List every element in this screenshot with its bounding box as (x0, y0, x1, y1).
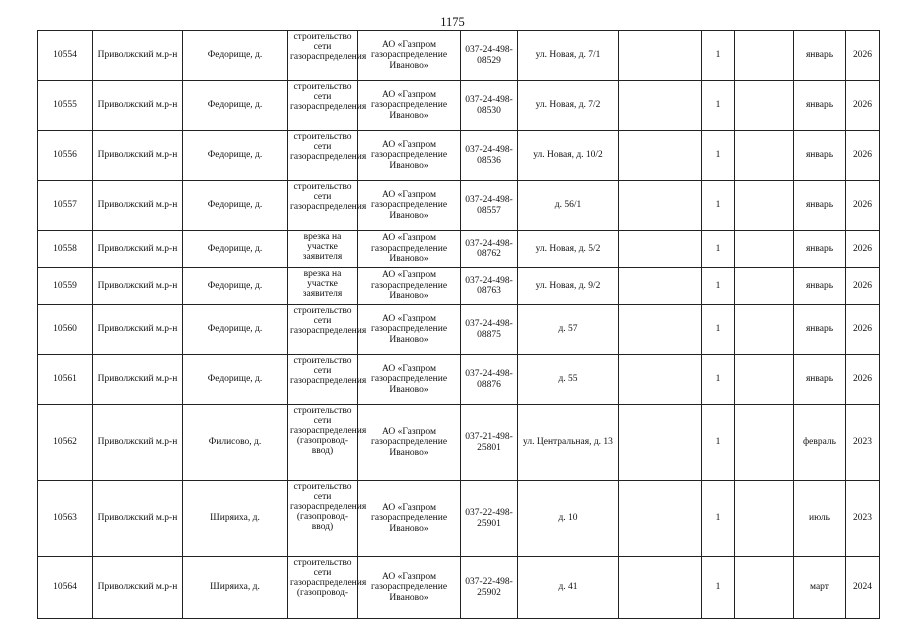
locality-cell: Федорище, д. (183, 181, 288, 231)
year-cell: 2024 (846, 557, 880, 619)
month-cell: январь (794, 355, 846, 405)
month-cell: январь (794, 31, 846, 81)
work-type-cell: строительство сети газораспределения (288, 181, 358, 231)
object-code-cell: 037-24-498-08557 (461, 181, 518, 231)
table-row (38, 181, 880, 231)
district-cell: Приволжский м.р-н (93, 81, 183, 131)
organization-cell: АО «Газпром газораспределение Иваново» (358, 31, 461, 81)
empty-cell (619, 181, 702, 231)
organization-cell: АО «Газпром газораспределение Иваново» (358, 131, 461, 181)
empty-cell (619, 31, 702, 81)
empty-cell (619, 355, 702, 405)
address-cell: ул. Новая, д. 5/2 (518, 231, 619, 268)
month-cell: март (794, 557, 846, 619)
year-cell: 2026 (846, 268, 880, 305)
work-type-cell: строительство сети газораспределения (288, 355, 358, 405)
address-cell: ул. Новая, д. 10/2 (518, 131, 619, 181)
row-number-cell: 10560 (38, 305, 93, 355)
empty-cell (735, 268, 794, 305)
organization-cell: АО «Газпром газораспределение Иваново» (358, 268, 461, 305)
empty-cell (735, 231, 794, 268)
district-cell: Приволжский м.р-н (93, 268, 183, 305)
object-code-cell: 037-24-498-08762 (461, 231, 518, 268)
empty-cell (619, 231, 702, 268)
object-code-cell: 037-24-498-08536 (461, 131, 518, 181)
address-cell: д. 57 (518, 305, 619, 355)
object-code-cell: 037-21-498-25801 (461, 405, 518, 481)
quantity-cell: 1 (702, 355, 735, 405)
organization-cell: АО «Газпром газораспределение Иваново» (358, 305, 461, 355)
month-cell: январь (794, 305, 846, 355)
month-cell: январь (794, 231, 846, 268)
work-type-cell: строительство сети газораспределения (газопровод-ввод) (288, 405, 358, 481)
object-code-cell: 037-24-498-08876 (461, 355, 518, 405)
row-number-cell: 10557 (38, 181, 93, 231)
row-number-cell: 10555 (38, 81, 93, 131)
district-cell: Приволжский м.р-н (93, 305, 183, 355)
row-number-cell: 10556 (38, 131, 93, 181)
row-number-cell: 10561 (38, 355, 93, 405)
address-cell: д. 56/1 (518, 181, 619, 231)
work-type-cell: строительство сети газораспределения (288, 31, 358, 81)
work-type-cell: строительство сети газораспределения (288, 305, 358, 355)
district-cell: Приволжский м.р-н (93, 31, 183, 81)
organization-cell: АО «Газпром газораспределение Иваново» (358, 355, 461, 405)
table-row (38, 131, 880, 181)
quantity-cell: 1 (702, 268, 735, 305)
empty-cell (735, 305, 794, 355)
empty-cell (735, 481, 794, 557)
year-cell: 2026 (846, 355, 880, 405)
address-cell: д. 10 (518, 481, 619, 557)
work-type-cell: строительство сети газораспределения (газопровод-ввод) (288, 481, 358, 557)
row-number-cell: 10558 (38, 231, 93, 268)
row-number-cell: 10564 (38, 557, 93, 619)
address-cell: ул. Новая, д. 7/2 (518, 81, 619, 131)
empty-cell (735, 355, 794, 405)
work-type-cell: врезка на участке заявителя (288, 231, 358, 268)
object-code-cell: 037-24-498-08763 (461, 268, 518, 305)
empty-cell (735, 31, 794, 81)
address-cell: ул. Центральная, д. 13 (518, 405, 619, 481)
quantity-cell: 1 (702, 31, 735, 81)
quantity-cell: 1 (702, 81, 735, 131)
address-cell: д. 41 (518, 557, 619, 619)
table-row (38, 405, 880, 481)
month-cell: февраль (794, 405, 846, 481)
month-cell: январь (794, 81, 846, 131)
quantity-cell: 1 (702, 305, 735, 355)
year-cell: 2023 (846, 481, 880, 557)
quantity-cell: 1 (702, 131, 735, 181)
table-row (38, 355, 880, 405)
quantity-cell: 1 (702, 481, 735, 557)
year-cell: 2026 (846, 181, 880, 231)
empty-cell (619, 481, 702, 557)
year-cell: 2026 (846, 31, 880, 81)
empty-cell (619, 405, 702, 481)
locality-cell: Ширяиха, д. (183, 481, 288, 557)
gasification-table (37, 30, 880, 619)
month-cell: январь (794, 131, 846, 181)
quantity-cell: 1 (702, 557, 735, 619)
empty-cell (735, 405, 794, 481)
row-number-cell: 10563 (38, 481, 93, 557)
empty-cell (735, 131, 794, 181)
page-number: 1175 (440, 15, 465, 29)
empty-cell (619, 131, 702, 181)
object-code-cell: 037-24-498-08530 (461, 81, 518, 131)
organization-cell: АО «Газпром газораспределение Иваново» (358, 557, 461, 619)
empty-cell (619, 81, 702, 131)
district-cell: Приволжский м.р-н (93, 557, 183, 619)
locality-cell: Федорище, д. (183, 305, 288, 355)
object-code-cell: 037-22-498-25901 (461, 481, 518, 557)
quantity-cell: 1 (702, 231, 735, 268)
district-cell: Приволжский м.р-н (93, 181, 183, 231)
empty-cell (619, 268, 702, 305)
organization-cell: АО «Газпром газораспределение Иваново» (358, 81, 461, 131)
empty-cell (735, 181, 794, 231)
empty-cell (619, 557, 702, 619)
row-number-cell: 10554 (38, 31, 93, 81)
organization-cell: АО «Газпром газораспределение Иваново» (358, 231, 461, 268)
work-type-cell: строительство сети газораспределения (288, 81, 358, 131)
organization-cell: АО «Газпром газораспределение Иваново» (358, 405, 461, 481)
address-cell: ул. Новая, д. 9/2 (518, 268, 619, 305)
address-cell: д. 55 (518, 355, 619, 405)
organization-cell: АО «Газпром газораспределение Иваново» (358, 181, 461, 231)
month-cell: июль (794, 481, 846, 557)
work-type-cell: строительство сети газораспределения (288, 131, 358, 181)
locality-cell: Федорище, д. (183, 231, 288, 268)
year-cell: 2026 (846, 81, 880, 131)
table-row (38, 31, 880, 81)
table-row (38, 481, 880, 557)
year-cell: 2026 (846, 131, 880, 181)
table-row (38, 557, 880, 619)
table-row (38, 268, 880, 305)
month-cell: январь (794, 268, 846, 305)
district-cell: Приволжский м.р-н (93, 231, 183, 268)
object-code-cell: 037-24-498-08529 (461, 31, 518, 81)
year-cell: 2026 (846, 305, 880, 355)
object-code-cell: 037-22-498-25902 (461, 557, 518, 619)
row-number-cell: 10562 (38, 405, 93, 481)
district-cell: Приволжский м.р-н (93, 405, 183, 481)
object-code-cell: 037-24-498-08875 (461, 305, 518, 355)
locality-cell: Федорище, д. (183, 268, 288, 305)
work-type-cell: строительство сети газораспределения (газопровод- (288, 557, 358, 619)
quantity-cell: 1 (702, 181, 735, 231)
empty-cell (619, 305, 702, 355)
empty-cell (735, 81, 794, 131)
locality-cell: Федорище, д. (183, 131, 288, 181)
organization-cell: АО «Газпром газораспределение Иваново» (358, 481, 461, 557)
locality-cell: Федорище, д. (183, 31, 288, 81)
address-cell: ул. Новая, д. 7/1 (518, 31, 619, 81)
locality-cell: Ширяиха, д. (183, 557, 288, 619)
year-cell: 2026 (846, 231, 880, 268)
district-cell: Приволжский м.р-н (93, 481, 183, 557)
locality-cell: Филисово, д. (183, 405, 288, 481)
year-cell: 2023 (846, 405, 880, 481)
work-type-cell: врезка на участке заявителя (288, 268, 358, 305)
locality-cell: Федорище, д. (183, 81, 288, 131)
table-row (38, 231, 880, 268)
empty-cell (735, 557, 794, 619)
table-row (38, 305, 880, 355)
quantity-cell: 1 (702, 405, 735, 481)
month-cell: январь (794, 181, 846, 231)
locality-cell: Федорище, д. (183, 355, 288, 405)
row-number-cell: 10559 (38, 268, 93, 305)
district-cell: Приволжский м.р-н (93, 355, 183, 405)
table-row (38, 81, 880, 131)
district-cell: Приволжский м.р-н (93, 131, 183, 181)
